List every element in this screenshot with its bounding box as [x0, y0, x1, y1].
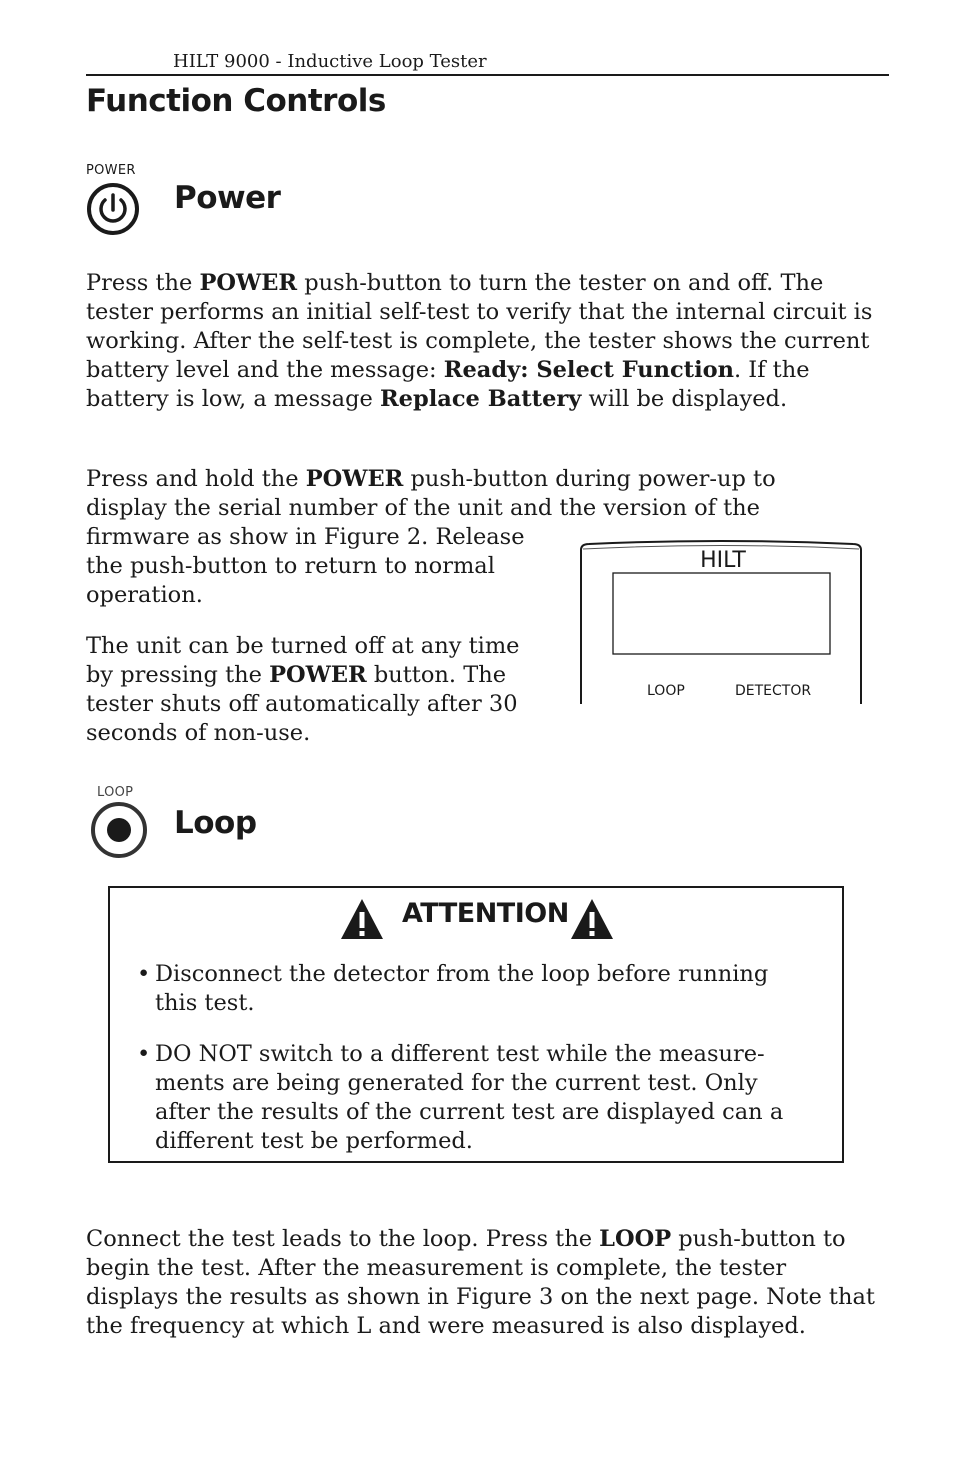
- power-icon: [86, 183, 142, 237]
- attention-title: ATTENTION: [402, 898, 569, 929]
- header-rule: [86, 74, 889, 76]
- loop-icon: [89, 802, 149, 860]
- detector-button-label: DETECTOR: [735, 683, 812, 699]
- tester-brand: HILT: [700, 548, 746, 573]
- loop-heading: Loop: [174, 805, 257, 841]
- attention-bullet-1: • Disconnect the detector from the loop before running this test.: [137, 961, 769, 1016]
- running-header: HILT 9000 - Inductive Loop Tester: [173, 51, 487, 72]
- bullet-marker: •: [137, 1041, 151, 1067]
- power-paragraph-1: Press the POWER push-button to turn the tester on and off. The tester performs an initial self-test to verify that the internal circuit is working. After the self-test is complete, the tester shows the current battery level and the message: Ready: Select Function. If the battery is low, a message Replace Battery will be displayed.: [86, 270, 873, 412]
- warning-icon-left: [339, 897, 385, 941]
- power-paragraph-3: The unit can be turned off at any time by pressing the POWER button. The tester shuts off automatically after 30 seconds of non-use.: [86, 633, 520, 746]
- power-paragraph-2-cont: firmware as show in Figure 2. Release the push-button to return to normal operation.: [86, 524, 525, 608]
- page-title: Function Controls: [86, 83, 386, 119]
- loop-paragraph-1: Connect the test leads to the loop. Press the LOOP push-button to begin the test. After the measurement is complete, the tester displays the results as shown in Figure 3 on the next page. Note that the frequency at which L and were measured is also displayed.: [86, 1226, 875, 1339]
- power-paragraph-2: Press and hold the POWER push-button during power-up to display the serial number of the unit and the version of the: [86, 466, 776, 521]
- attention-bullet-2: • DO NOT switch to a different test while the measure-ments are being generated for the current test. Only after the results of the current test are displayed can a different test be performed.: [137, 1041, 784, 1154]
- warning-icon-right: [569, 897, 615, 941]
- attention-box: [108, 886, 844, 1163]
- bullet-marker: •: [137, 961, 151, 987]
- loop-button-label: LOOP: [647, 683, 685, 699]
- loop-icon-label: LOOP: [97, 785, 134, 800]
- power-icon-label: POWER: [86, 163, 136, 178]
- power-heading: Power: [174, 180, 281, 216]
- tester-panel-figure: [577, 540, 865, 706]
